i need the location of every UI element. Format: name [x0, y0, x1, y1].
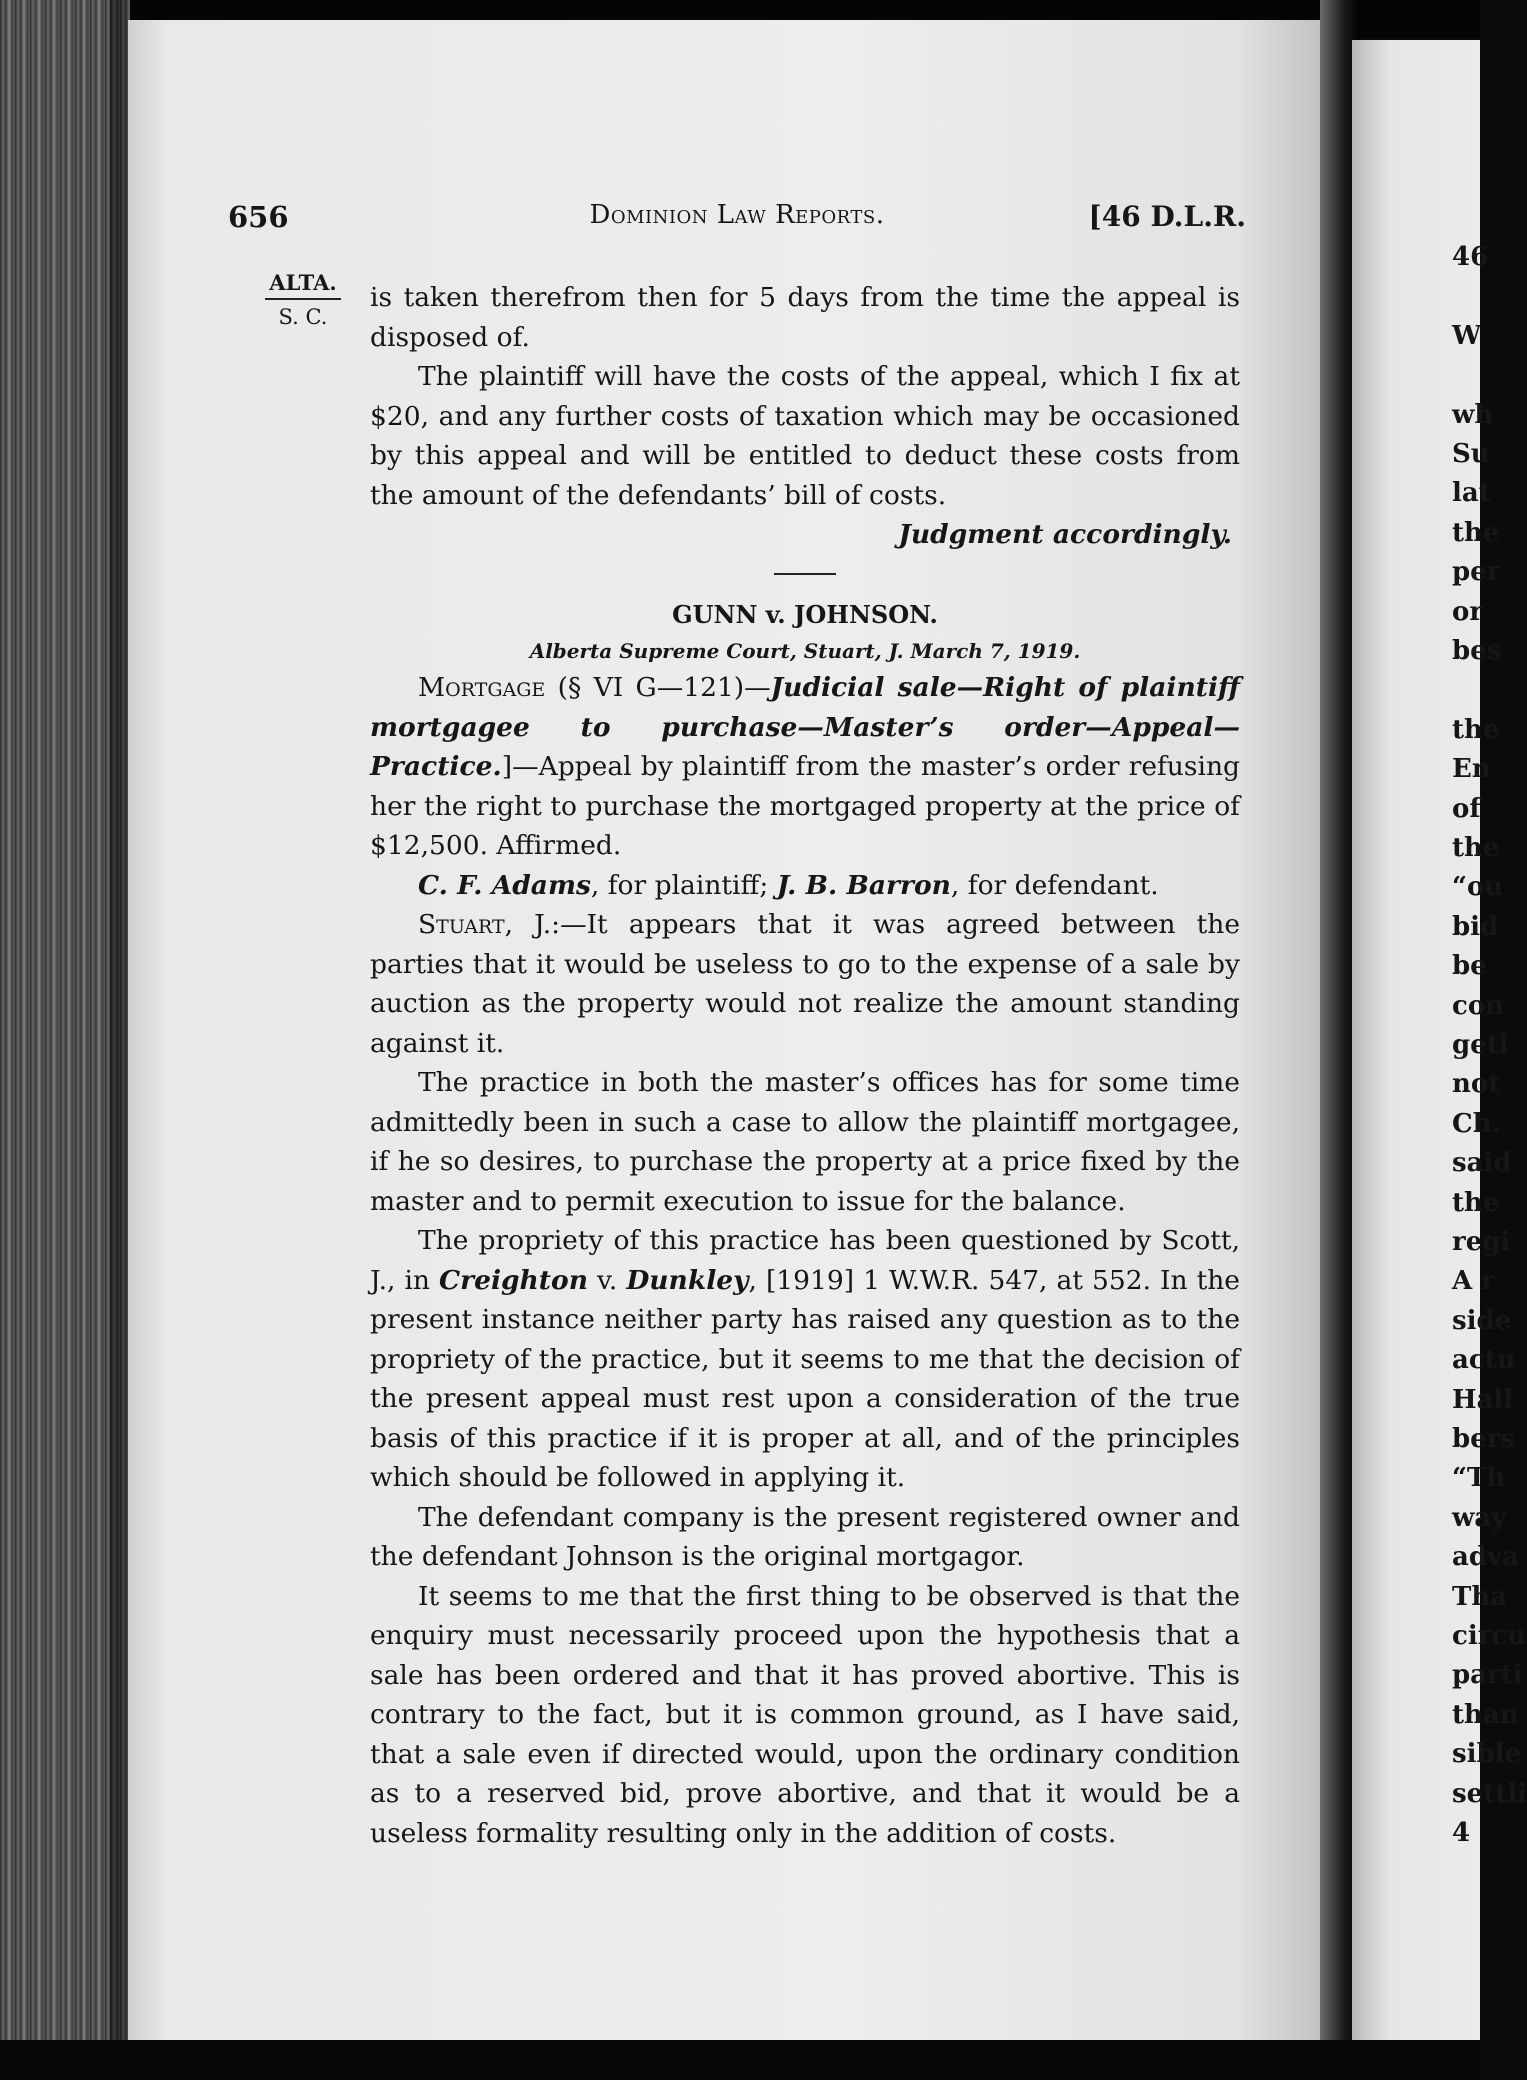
facing-page-line: regi — [1452, 1227, 1511, 1257]
section-divider — [774, 573, 836, 575]
counsel-line — [370, 866, 1240, 906]
facing-page-line: En — [1452, 754, 1491, 785]
propriety-paragraph — [370, 1221, 1240, 1498]
facing-page-line: bes — [1452, 636, 1502, 666]
facing-page-line: circu — [1452, 1621, 1527, 1651]
facing-page-line: or — [1452, 596, 1484, 627]
facing-page-line: said — [1452, 1148, 1512, 1179]
headnote — [370, 668, 1240, 866]
facing-page-line: wh — [1452, 399, 1494, 430]
facing-page-line: parti — [1452, 1660, 1523, 1691]
facing-page-line: Hall — [1452, 1384, 1514, 1415]
facing-page-line: the — [1452, 517, 1500, 548]
facing-page-line: bid — [1452, 911, 1499, 942]
headnote-ref: (§ VI G—121)— — [545, 672, 771, 703]
page-number: 656 — [228, 200, 289, 234]
facing-page-line: 4 — [1452, 1818, 1471, 1848]
report-reference: [46 D.L.R. — [1088, 200, 1246, 233]
facing-page-line: not — [1452, 1069, 1501, 1100]
facing-page-line: W — [1452, 320, 1482, 351]
facing-page-line: settli — [1452, 1778, 1527, 1809]
judgment-line: Judgment accordingly. — [898, 519, 1232, 550]
defendant-paragraph: The defendant company is the present registered owner and the defendant Johnson is the original mortgagor. — [370, 1501, 1240, 1572]
practice-paragraph: The practice in both the master’s offices has for some time admittedly been in such a case to allow the plaintiff mortgagee, if he so desires, to purchase the property at a price fixed by the master and to permit execution to issue for the balance. — [370, 1067, 1240, 1217]
facing-page-line: bers — [1452, 1424, 1516, 1454]
facing-page-line: per — [1452, 557, 1501, 588]
headnote-summary: ]—Appeal by plaintiff from the master’s order refusing her the right to purchase the mortgaged property at the price of $12,500. Affirmed. — [370, 751, 1240, 861]
facing-page-line: sible — [1452, 1739, 1522, 1770]
headnote-lead: Mortgage — [418, 672, 546, 703]
propriety-before: The propriety of this practice has been questioned by Scott, J., in — [370, 1225, 1240, 1296]
facing-page-line: getl — [1452, 1030, 1509, 1060]
facing-page-line: lat — [1452, 478, 1491, 509]
judge-name: Stuart — [418, 909, 505, 940]
judge-suffix: , J.:— — [504, 909, 587, 940]
facing-page-line: the — [1452, 714, 1500, 745]
page-body — [370, 278, 1240, 1853]
facing-page-line: of — [1452, 793, 1481, 824]
counsel-plaintiff: C. F. Adams — [418, 869, 591, 901]
margin-note — [258, 268, 348, 332]
facing-page-line: Su — [1452, 439, 1490, 469]
scan-bottom-border — [0, 2040, 1480, 2080]
counsel-defendant-role: , for defendant. — [950, 869, 1159, 901]
citation-party-a: Creighton — [439, 1264, 588, 1296]
costs-paragraph: The plaintiff will have the costs of the appeal, which I fix at $20, and any further costs of taxation which may be occasioned by this appeal and will be entitled to deduct these costs from the amount of the defendants’ bill of costs. — [370, 361, 1240, 511]
facing-page-line: adva — [1452, 1542, 1519, 1573]
facing-page-line: be — [1452, 951, 1487, 982]
prior-case-paragraph: is taken therefrom then for 5 days from the time the appeal is disposed of. — [370, 282, 1240, 353]
facing-page-line: 46 — [1452, 242, 1489, 272]
running-header — [228, 200, 1246, 248]
case-title: GUNN v. JOHNSON. — [672, 599, 938, 629]
court-line: Alberta Supreme Court, Stuart, J. March 7, 1919. — [529, 639, 1081, 663]
facing-page-line: actu — [1452, 1345, 1516, 1376]
facing-page-line: Tha — [1452, 1581, 1508, 1612]
margin-jurisdiction: ALTA. — [265, 268, 340, 300]
facing-page-line: side — [1452, 1305, 1512, 1336]
citation-party-b: Dunkley — [626, 1264, 749, 1296]
headnote-catchwords: Judicial sale—Right of plaintiff mortgagee to purchase—Master’s order—Appeal—Practice. — [370, 672, 1240, 782]
opinion-opening — [370, 905, 1240, 1063]
facing-page-line: than — [1452, 1699, 1519, 1730]
counsel-defendant: J. B. Barron — [776, 869, 951, 901]
propriety-after: , [1919] 1 W.W.R. 547, at 552. In the present instance neither party has raised any question as to the propriety of the practice, but it seems to me that the decision of the present appeal must rest upon a consideration of the true basis of this practice if it is proper at all, and of the principles which should be followed in applying it. — [370, 1264, 1240, 1493]
enquiry-paragraph: It seems to me that the first thing to be observed is that the enquiry must necessarily proceed upon the hypothesis that a sale has been ordered and that it has proved abortive. This is contrary to the fact, but it is common ground, as I have said, that a sale even if directed would, upon the ordinary condition as to a reserved bid, prove abortive, and that it would be a useless formality resulting only in the addition of costs. — [370, 1580, 1240, 1849]
facing-page-line: the — [1452, 833, 1500, 863]
facing-page-line: con — [1452, 990, 1505, 1021]
margin-court: S. C. — [278, 305, 328, 329]
running-title: Dominion Law Reports. — [589, 200, 885, 230]
facing-page-line: “Th — [1452, 1463, 1506, 1494]
facing-page-line: way — [1452, 1502, 1507, 1533]
counsel-plaintiff-role: , for plaintiff; — [590, 869, 777, 901]
citation-v: v. — [588, 1264, 627, 1296]
facing-page-line: Ch. — [1452, 1108, 1501, 1139]
facing-page-line: the — [1452, 1187, 1500, 1218]
opening-text: It appears that it was agreed between the parties that it would be useless to go to the expense of a sale by auction as the property would not realize the amount standing against it. — [370, 909, 1240, 1059]
facing-page-line: A r — [1452, 1266, 1495, 1297]
facing-page-line: “ou — [1452, 872, 1504, 903]
